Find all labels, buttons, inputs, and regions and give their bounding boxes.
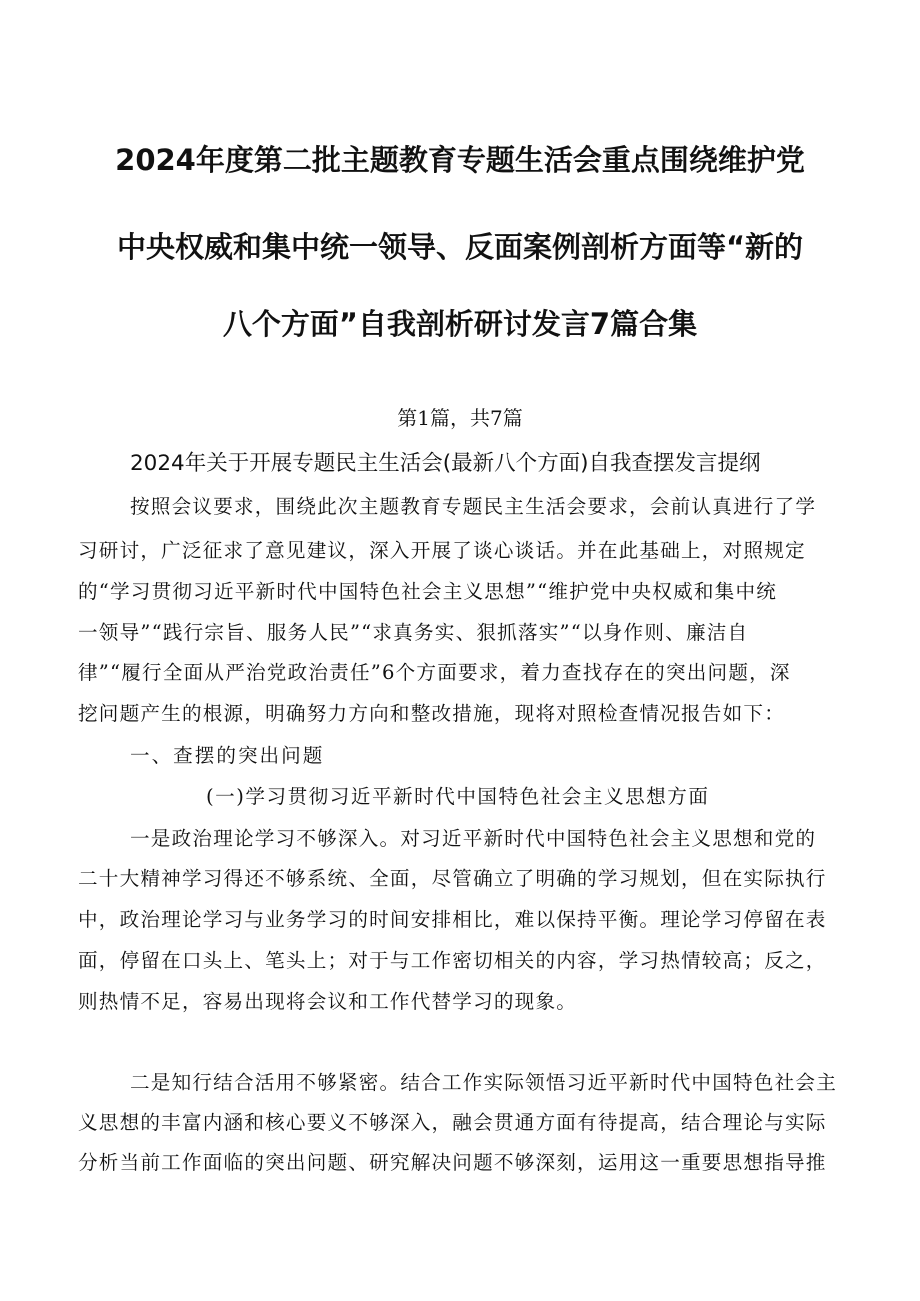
paragraph-1-line: 律”“履行全面从严治党政治责任”6个方面要求，着力查找存在的突出问题，深 [78, 661, 791, 684]
chapter-indicator: 第1篇，共7篇 [397, 406, 523, 430]
paragraph-1-line: 的“学习贯彻习近平新时代中国特色社会主义思想”“维护党中央权威和集中统 [78, 580, 778, 603]
paragraph-1-line: 一领导”“践行宗旨、服务人民”“求真务实、狠抓落实”“以身作则、廉洁自 [78, 621, 749, 644]
document-title-line-2: 中央权威和集中统一领导、反面案例剖析方面等“新的 [116, 230, 804, 264]
paragraph-2-line: 中，政治理论学习与业务学习的时间安排相比，难以保持平衡。理论学习停留在表 [78, 908, 827, 931]
paragraph-1-line: 挖问题产生的根源，明确努力方向和整改措施，现将对照检查情况报告如下： [78, 702, 785, 725]
document-title-line-1: 2024年度第二批主题教育专题生活会重点围绕维护党 [115, 143, 805, 177]
subsection-heading: (一)学习贯彻习近平新时代中国特色社会主义思想方面 [206, 785, 710, 808]
section-heading: 一、查摆的突出问题 [130, 744, 325, 767]
paragraph-2-line: 一是政治理论学习不够深入。对习近平新时代中国特色社会主义思想和党的 [130, 827, 817, 850]
paragraph-2-line: 面，停留在口头上、笔头上；对于与工作密切相关的内容，学习热情较高；反之， [78, 949, 827, 972]
paragraph-3-line: 分析当前工作面临的突出问题、研究解决问题不够深刻，运用这一重要思想指导推 [78, 1151, 827, 1174]
paragraph-2-line: 二十大精神学习得还不够系统、全面，尽管确立了明确的学习规划，但在实际执行 [78, 867, 827, 890]
document-title-line-3: 八个方面”自我剖析研讨发言7篇合集 [222, 307, 698, 341]
paragraph-3-line: 二是知行结合活用不够紧密。结合工作实际领悟习近平新时代中国特色社会主 [130, 1071, 837, 1094]
paragraph-1-line: 习研讨，广泛征求了意见建议，深入开展了谈心谈话。并在此基础上，对照规定 [78, 539, 806, 562]
section-subtitle: 2024年关于开展专题民主生活会(最新八个方面)自我查摆发言提纲 [130, 451, 761, 476]
paragraph-3-line: 义思想的丰富内涵和核心要义不够深入，融会贯通方面有待提高，结合理论与实际 [78, 1111, 827, 1134]
paragraph-2-line: 则热情不足，容易出现将会议和工作代替学习的现象。 [78, 990, 578, 1013]
paragraph-1-line: 按照会议要求，围绕此次主题教育专题民主生活会要求，会前认真进行了学 [130, 495, 817, 518]
